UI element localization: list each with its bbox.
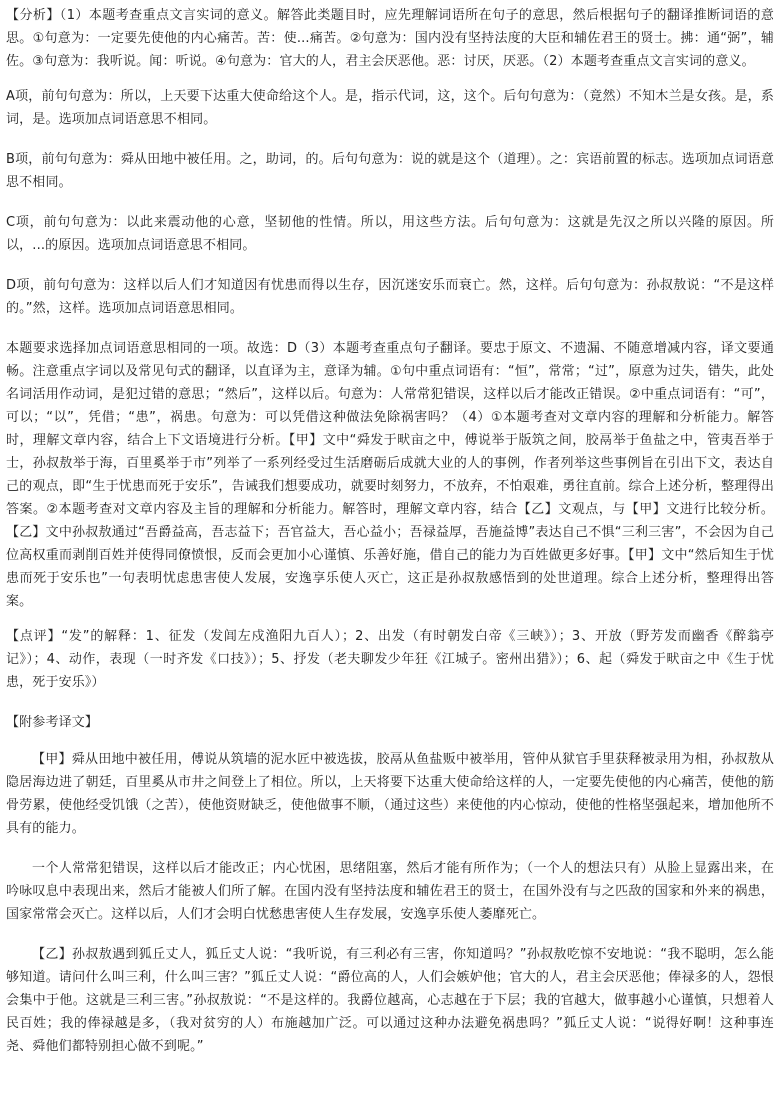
analysis-option-c: C项，前句句意为：以此来震动他的心意，坚韧他的性情。所以，用这些方法。后句句意为：这就是先汉之所以兴隆的原因。所以，...的原因。选项加点词语意思不相同。: [6, 215, 774, 253]
translation-heading: 【附参考译文】: [6, 715, 99, 730]
translation-section: [6, 711, 774, 1058]
analysis-paragraph-1: 【分析】（1）本题考查重点文言实词的意义。解答此类题目时，应先理解词语所在句子的意思，然后根据句子的翻译推断词语的意思。①句意为：一定要先使他的内心痛苦。苦：使...痛苦。②句意为：国内没有坚持法度的大臣和辅佐君王的贤士。拂：通“弼”，辅佐。③句意为：我听说。闻：听说。④句意为：官大的人，君主会厌恶他。恶：讨厌，厌恶。（2）本题考查重点文言实词的意义。: [6, 8, 774, 69]
comment-paragraph: 【点评】“发”的解释：1、征发（发闾左戍渔阳九百人）；2、出发（有时朝发白帝《三峡》）；3、开放（野芳发而幽香《醉翁亭记》）；4、动作，表现（一时齐发《口技》）；5、抒发（老夫聊发少年狂《江城子。密州出猎》）；6、起（舜发于畎亩之中《生于忧患，死于安乐》）: [6, 629, 774, 690]
comment-section: [6, 625, 774, 694]
translation-paragraph-2: 一个人常常犯错误，这样以后才能改正；内心忧困，思绪阻塞，然后才能有所作为；（一个人的想法只有）从脸上显露出来，在吟咏叹息中表现出来，然后才能被人们所了解。在国内没有坚持法度和辅佐君王的贤士，在国外没有与之匹敌的国家和外来的祸患，国家常常会灭亡。这样以后，人们才会明白忧愁患害使人生存发展，安逸享乐使人萎靡死亡。: [6, 861, 774, 922]
analysis-option-b: B项，前句句意为：舜从田地中被任用。之，助词，的。后句句意为：说的就是这个（道理）。之：宾语前置的标志。选项加点词语意思不相同。: [6, 152, 774, 190]
analysis-option-a: A项，前句句意为：所以，上天要下达重大使命给这个人。是，指示代词，这，这个。后句句意为：（竟然）不知木兰是女孩。是，系词，是。选项加点词语意思不相同。: [6, 89, 774, 127]
analysis-section: [6, 4, 774, 613]
translation-paragraph-3: 【乙】孙叔敖遇到狐丘丈人，狐丘丈人说：“我听说，有三利必有三害，你知道吗？”孙叔敖吃惊不安地说：“我不聪明，怎么能够知道。请问什么叫三利，什么叫三害？”狐丘丈人说：“爵位高的人，人们会嫉妒他；官大的人，君主会厌恶他；俸禄多的人，怨恨会集中于他。这就是三利三害。”孙叔敖说：“不是这样的。我爵位越高，心志越在于下层；我的官越大，做事越小心谨慎，只想着人民百姓；我的俸禄越是多，（我对贫穷的人）布施越加广泛。可以通过这种办法避免祸患吗？”狐丘丈人说：“说得好啊！这种事连尧、舜他们都特别担心做不到呢。”: [6, 947, 774, 1054]
analysis-option-d: D项，前句句意为：这样以后人们才知道因有忧患而得以生存，因沉迷安乐而衰亡。然，这样。后句句意为：孙叔敖说：“不是这样的。”然，这样。选项加点词语意思相同。: [6, 278, 774, 316]
translation-paragraph-1: 【甲】舜从田地中被任用，傅说从筑墙的泥水匠中被选拔，胶鬲从鱼盐贩中被举用，管仲从狱官手里获释被录用为相，孙叔敖从隐居海边进了朝廷，百里奚从市井之间登上了相位。所以，上天将要下达重大使命给这样的人，一定要先使他的内心痛苦，使他的筋骨劳累，使他经受饥饿（之苦），使他资财缺乏，使他做事不顺，（通过这些）来使他的内心惊动，使他的性格坚强起来，增加他所不具有的能力。: [6, 752, 774, 836]
analysis-paragraph-main: 本题要求选择加点词语意思相同的一项。故选：D（3）本题考查重点句子翻译。要忠于原文、不遗漏、不随意增减内容，译文要通畅。注意重点字词以及常见句式的翻译，以直译为主，意译为辅。①句中重点词语有：“恒”，常常；“过”，原意为过失，错失，此处名词活用作动词，是犯过错的意思；“然后”，这样以后。句意为：人常常犯错误，这样以后才能改正错误。②中重点词语有：“可”，可以；“以”，凭借；“患”，祸患。句意为：可以凭借这种做法免除祸害吗？（4）①本题考查对文章内容的理解和分析能力。解答时，理解文章内容，结合上下文语境进行分析。【甲】文中“舜发于畎亩之中，傅说举于版筑之间，胶鬲举于鱼盐之中，管夷吾举于士，孙叔敖举于海，百里奚举于市”列举了一系列经受过生活磨砺后成就大业的人的事例，作者列举这些事例旨在引出下文，表达自己的观点，即“生于忧患而死于安乐”，告诫我们想要成功，就要时刻努力，不放弃，不怕艰难，勇往直前。综合上述分析，整理得出答案。②本题考查对文章内容及主旨的理解和分析能力。解答时，理解文章内容，结合【乙】文观点，与【甲】文进行比较分析。【乙】文中孙叔敖通过“吾爵益高，吾志益下；吾官益大，吾心益小；吾禄益厚，吾施益博”表达自己不惧“三利三害”，不会因为自己位高权重而剥削百姓并使得同僚愤恨，反而会更加小心谨慎、乐善好施，借自己的能力为百姓做更多好事。【甲】文中“然后知生于忧患而死于安乐也”一句表明忧虑患害使人发展，安逸享乐使人灭亡，这正是孙叔敖感悟到的处世道理。综合上述分析，整理得出答案。: [6, 341, 774, 609]
